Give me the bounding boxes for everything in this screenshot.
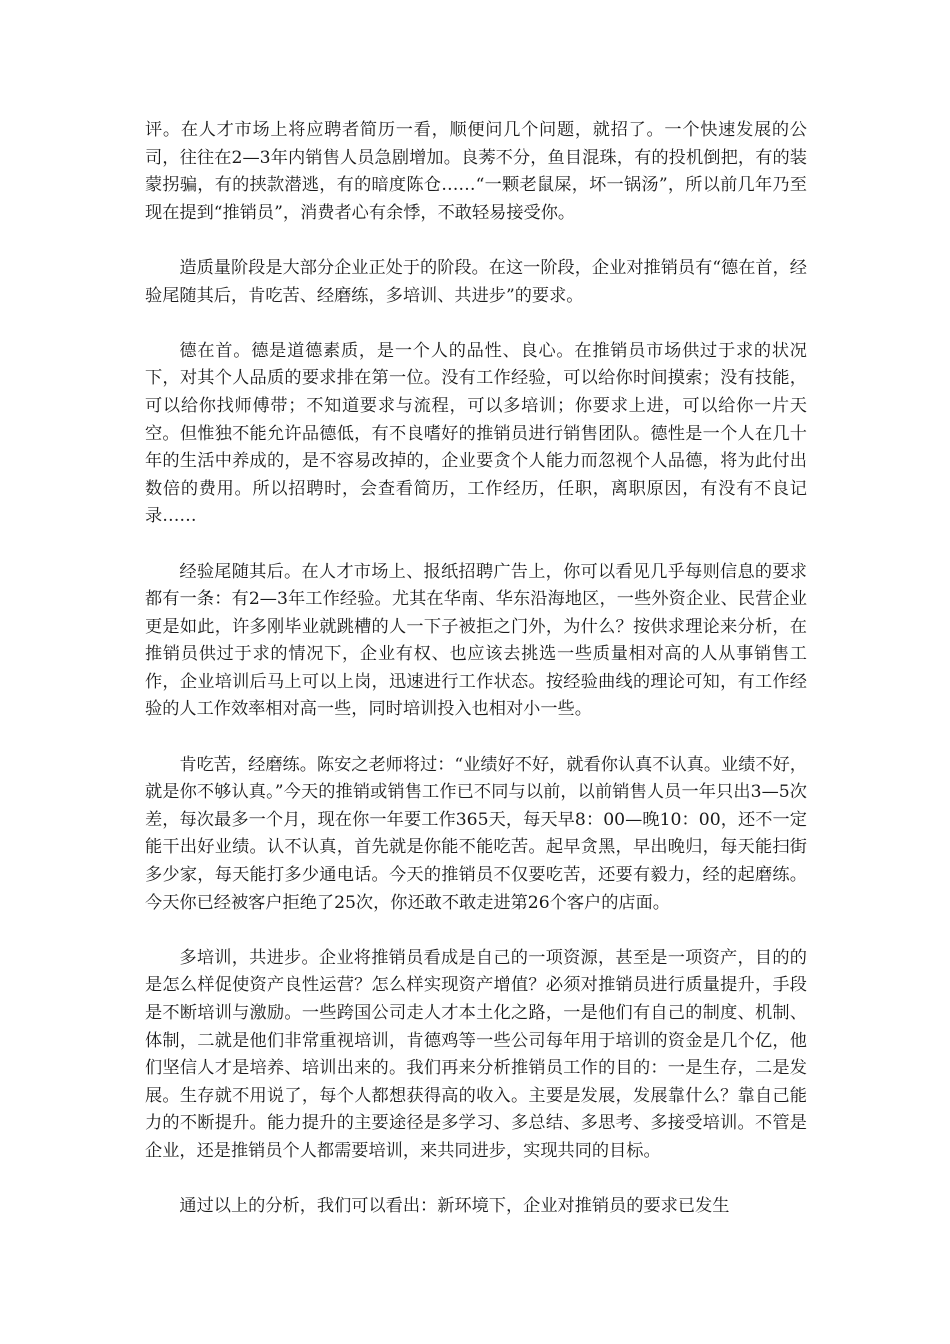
- paragraph-conclusion: 通过以上的分析，我们可以看出：新环境下，企业对推销员的要求已发生: [179, 1196, 730, 1217]
- paragraph-training: 多培训，共进步。企业将推销员看成是自己的一项资源，甚至是一项资产，目的的是怎么样促使资产良性运营？怎么样实现资产增值？必须对推销员进行质量提升，手段是不断培训与激励。一些跨国公司走人才本土化之路，一是他们有自己的制度、机制、体制，二就是他们非常重视培训，肯德鸡等一些公司每年用于培训的资金是几个亿，他们坚信人才是培养、培训出来的。我们再来分析推销员工作的目的：一是生存，二是发展。生存就不用说了，每个人都想获得高的收入。主要是发展，发展靠什么？靠自己能力的不断提升。能力提升的主要途径是多学习、多总结、多思考、多接受培训。不管是企业，还是推销员个人都需要培训，来共同进步，实现共同的目标。: [145, 947, 807, 1161]
- paragraph-experience: 经验尾随其后。在人才市场上、报纸招聘广告上，你可以看见几乎每则信息的要求都有一条：有2—3年工作经验。尤其在华南、华东沿海地区，一些外资企业、民营企业更是如此，许多刚毕业就跳槽的人一下子被拒之门外，为什么？按供求理论来分析，在推销员供过于求的情况下，企业有权、也应该去挑选一些质量相对高的人从事销售工作，企业培训后马上可以上岗，迅速进行工作状态。按经验曲线的理论可知，有工作经验的人工作效率相对高一些，同时培训投入也相对小一些。: [145, 561, 807, 720]
- paragraph-continuation: 评。在人才市场上将应聘者简历一看，顺便问几个问题，就招了。一个快速发展的公司，往往在2—3年内销售人员急剧增加。良莠不分，鱼目混珠，有的投机倒把，有的装蒙拐骗，有的挟款潜逃，有的暗度陈仓……“一颗老鼠屎，坏一锅汤”，所以前几年乃至现在提到“推销员”，消费者心有余悸，不敢轻易接受你。: [145, 120, 807, 223]
- paragraph-hardship: 肯吃苦，经磨练。陈安之老师将过：“业绩好不好，就看你认真不认真。业绩不好，就是你不够认真。”今天的推销或销售工作已不同与以前，以前销售人员一年只出3—5次差，每次最多一个月，现在你一年要工作365天，每天早8：00—晚10：00，还不一定能干出好业绩。认不认真，首先就是你能不能吃苦。起早贪黑，早出晚归，每天能扫街多少家，每天能打多少通电话。今天的推销员不仅要吃苦，还要有毅力，经的起磨练。今天你已经被客户拒绝了25次，你还敢不敢走进第26个客户的店面。: [145, 754, 807, 913]
- paragraph-quality-stage: 造质量阶段是大部分企业正处于的阶段。在这一阶段，企业对推销员有“德在首，经验尾随其后，肯吃苦、经磨练，多培训、共进步”的要求。: [145, 257, 807, 306]
- paragraph-virtue-first: 德在首。德是道德素质，是一个人的品性、良心。在推销员市场供过于求的状况下，对其个人品质的要求排在第一位。没有工作经验，可以给你时间摸索；没有技能，可以给你找师傅带；不知道要求与流程，可以多培训；你要求上进，可以给你一片天空。但惟独不能允许品德低，有不良嗜好的推销员进行销售团队。德性是一个人在几十年的生活中养成的，是不容易改掉的，企业要贪个人能力而忽视个人品德，将为此付出数倍的费用。所以招聘时，会查看简历，工作经历，任职，离职原因，有没有不良记录……: [145, 340, 807, 527]
- document-body: [145, 117, 807, 1221]
